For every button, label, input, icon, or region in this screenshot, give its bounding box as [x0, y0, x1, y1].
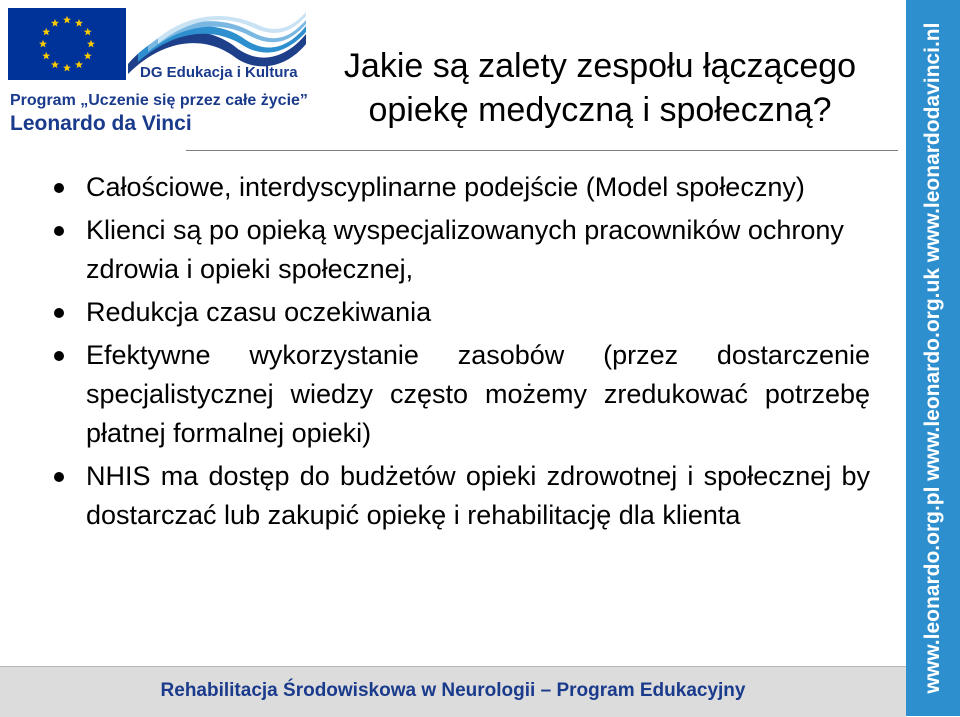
dg-label: DG Edukacja i Kultura: [140, 64, 298, 81]
sidebar-urls: www.leonardo.org.pl www.leonardo.org.uk www.leonardodavinci.nl: [921, 22, 944, 694]
bullet-item: [48, 336, 870, 453]
bullet-dot-icon: [54, 226, 64, 236]
sidebar-url-strip: [906, 0, 960, 716]
slide-title-line-2: opiekę medyczną i społeczną?: [368, 91, 832, 129]
bullet-item: [48, 211, 870, 289]
bullet-text: Klienci są po opieką wyspecjalizowanych pracowników ochrony zdrowia i opieki społecznej,: [86, 215, 844, 284]
bullet-text: NHIS ma dostęp do budżetów opieki zdrowotnej i społecznej by dostarczać lub zakupić opiekę i rehabilitację dla klienta: [86, 461, 870, 530]
bullet-text: Całościowe, interdyscyplinarne podejście (Model społeczny): [86, 172, 805, 202]
bullet-item: [48, 168, 870, 207]
leonardo-label: Leonardo da Vinci: [10, 112, 192, 135]
footer-bar: [0, 666, 906, 717]
footer-text: Rehabilitacja Środowiskowa w Neurologii – Program Edukacyjny: [160, 680, 746, 701]
bullet-item: [48, 293, 870, 332]
program-label: Program „Uczenie się przez całe życie”: [10, 92, 308, 109]
logo-area: [0, 0, 310, 145]
bullet-dot-icon: [54, 183, 64, 193]
bullet-dot-icon: [54, 472, 64, 482]
bullet-item: [48, 457, 870, 535]
bullet-dot-icon: [54, 351, 64, 361]
bullet-text: Redukcja czasu oczekiwania: [86, 297, 432, 327]
bullet-text: Efektywne wykorzystanie zasobów (przez dostarczenie specjalistycznej wiedzy często możemy zredukować potrzebę płatnej formalnej opieki): [86, 340, 870, 448]
slide-title-line-1: Jakie są zalety zespołu łączącego: [343, 47, 857, 85]
title-divider: [186, 150, 898, 151]
slide-title: [300, 44, 900, 132]
bullet-list: [48, 168, 870, 539]
bullet-dot-icon: [54, 308, 64, 318]
eu-flag-icon: [8, 8, 126, 80]
